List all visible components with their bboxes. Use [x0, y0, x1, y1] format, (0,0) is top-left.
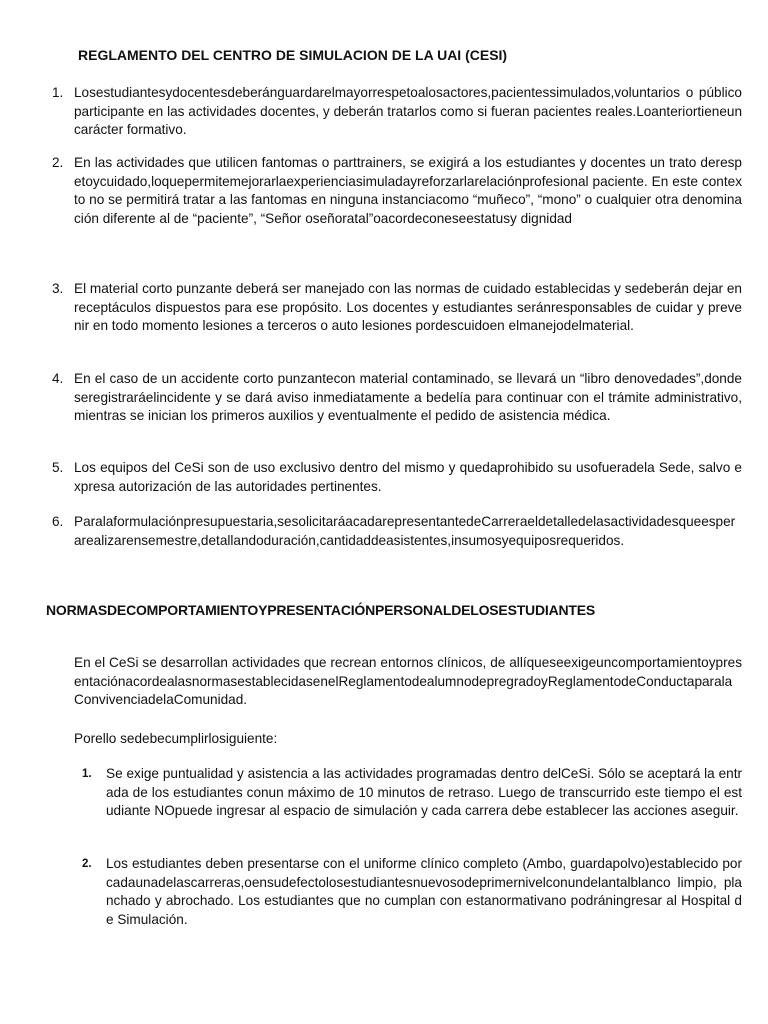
rule-text: En el caso de un accidente corto punzantecon material contaminado, se llevará un “libro denovedades”,dondeseregistraráelincidente y se dará aviso inmediatamente a bedelía para continuar con el trámite administrativo, mientras se inician los primeros auxilios y eventualmente el pedido de asistencia médica. — [74, 371, 742, 424]
rule-text: En las actividades que utilicen fantomas o parttrainers, se exigirá a los estudiantes y docentes un trato derespetoycuidado,loquepermitemejorarlaexperienciasimuladayreforzarlarelaciónprofesional paciente. En este contexto no se permitirá tratar a las fantomas en ninguna instanciacomo “muñeco”, “mono” o cualquier otra denominación diferente al de “paciente”, “Señor oseñoratal”oacordeconeseestatusy dignidad — [74, 155, 742, 226]
rule-number: 5. — [52, 460, 64, 475]
norm-text: Los estudiantes deben presentarse con el uniforme clínico completo (Ambo, guardapolvo)establecido por cadaunadelascarreras,oensudefectolosestudiantesnuevosodeprimernivelconundelantalblanco limpio, planchado y abrochado. Los estudiantes que no cumplan con estanormativano podráningresar al Hospital de Simulación. — [106, 856, 742, 927]
rule-item — [52, 370, 742, 426]
norm-item — [80, 855, 742, 929]
rule-item — [52, 280, 742, 336]
norm-text: Se exige puntualidad y asistencia a las actividades programadas dentro delCeSi. Sólo se aceptará la entrada de los estudiantes conun máximo de 10 minutos de retraso. Luego de transcurrido este tiempo el estudiante NOpuede ingresar al espacio de simulación y cada carrera debe establecer las acciones aseguir. — [106, 766, 742, 819]
rule-text: Paralaformulaciónpresupuestaria,sesolicitaráacadarepresentantedeCarreraeldetalledelasactividadesqueesperarealizarensemestre,detallandoduración,cantidaddeasistentes,insumosyequiposrequeridos. — [74, 514, 736, 548]
rule-item — [52, 154, 742, 228]
norm-item — [80, 765, 742, 821]
rule-item — [52, 84, 742, 140]
rule-text: Losestudiantesydocentesdeberánguardarelmayorrespetoalosactores,pacientessimulados,voluntarios o público participante en las actividades docentes, y deberán tratarlos como si fueran pacientes reales.Loanteriortieneuncarácter formativo. — [74, 85, 742, 138]
document-title: REGLAMENTO DEL CENTRO DE SIMULACION DE LA UAI (CESI) — [78, 47, 508, 63]
norm-number: 2. — [82, 858, 92, 870]
rule-number: 3. — [52, 281, 64, 296]
rule-item — [52, 513, 742, 550]
rule-text: Los equipos del CeSi son de uso exclusivo dentro del mismo y quedaprohibido su usofueradela Sede, salvo expresa autorización de las autoridades pertinentes. — [74, 460, 742, 494]
rule-number: 2. — [52, 155, 64, 170]
rule-item — [52, 459, 742, 496]
rule-number: 6. — [52, 514, 64, 529]
intro-paragraph: En el CeSi se desarrollan actividades que recrean entornos clínicos, de allíqueseexigeuncomportamientoypresentaciónacordealasnormasestablecidasenelReglamentodealumnodepregradoyReglamentodeConductaparalaConvivenciadelaComunidad. — [74, 655, 742, 708]
section-title: NORMASDECOMPORTAMIENTOYPRESENTACIÓNPERSONALDELOSESTUDIANTES — [46, 602, 596, 618]
rule-number: 4. — [52, 371, 64, 386]
rule-text: El material corto punzante deberá ser manejado con las normas de cuidado establecidas y sedeberán dejar en receptáculos dispuestos para ese propósito. Los docentes y estudiantes seránresponsables de cuidar y prevenir en todo momento lesiones a terceros o auto lesiones pordescuidoen elmanejodelmaterial. — [74, 281, 742, 334]
lead-paragraph: Porello sedebecumplirlosiguiente: — [74, 731, 278, 746]
rule-number: 1. — [52, 85, 64, 100]
norm-number: 1. — [82, 768, 92, 780]
